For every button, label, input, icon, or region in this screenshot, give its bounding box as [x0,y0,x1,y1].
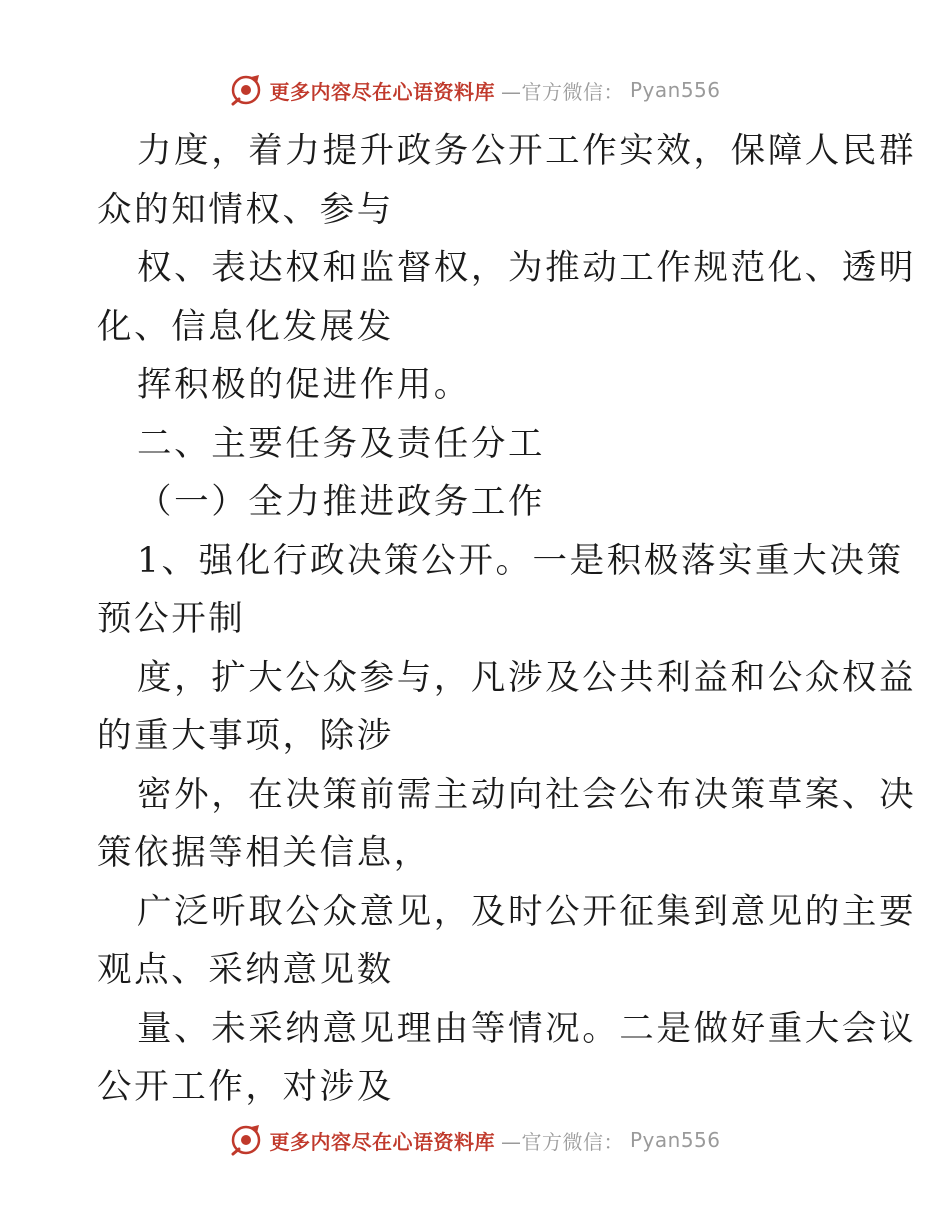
text-line: 的重大事项，除涉 [97,716,394,756]
footer-separator-text: —官方微信： [500,1129,624,1154]
header-banner [0,70,950,110]
header-wechat-id: Pyan556 [629,78,721,102]
section-heading: 二、主要任务及责任分工 [137,423,546,464]
text-line: 力度，着力提升政务公开工作实效，保障人民群 [137,131,917,171]
document-body [97,122,917,1117]
text-line: 化、信息化发展发 [97,306,394,347]
text-line: 量、未采纳意见理由等情况。二是做好重大会议 [137,1008,917,1049]
subsection-heading: （一）全力推进政务工作 [137,482,546,522]
text-line: 预公开制 [97,599,246,639]
text-line: 观点、采纳意见数 [97,950,394,990]
text-line: 策依据等相关信息， [97,833,431,873]
text-line: 广泛听取公众意见，及时公开征集到意见的主要 [137,891,917,932]
text-line: 众的知情权、参与 [97,189,394,230]
pen-circle-logo-icon [229,73,263,107]
pen-circle-logo-icon [229,1123,263,1157]
text-line: 1、强化行政决策公开。一是积极落实重大决策 [137,540,904,581]
text-line: 公开工作，对涉及 [97,1067,394,1107]
text-line: 度，扩大公众参与，凡涉及公共利益和公众权益 [137,657,917,698]
footer-banner [0,1120,950,1160]
header-separator-text: —官方微信： [500,79,624,104]
footer-wechat-id: Pyan556 [629,1128,721,1152]
text-line: 挥积极的促进作用。 [137,365,471,405]
text-line: 密外，在决策前需主动向社会公布决策草案、决 [137,774,917,815]
header-brand-text: 更多内容尽在心语资料库 [269,79,495,104]
text-line: 权、表达权和监督权，为推动工作规范化、透明 [137,248,917,288]
footer-brand-text: 更多内容尽在心语资料库 [269,1129,495,1154]
